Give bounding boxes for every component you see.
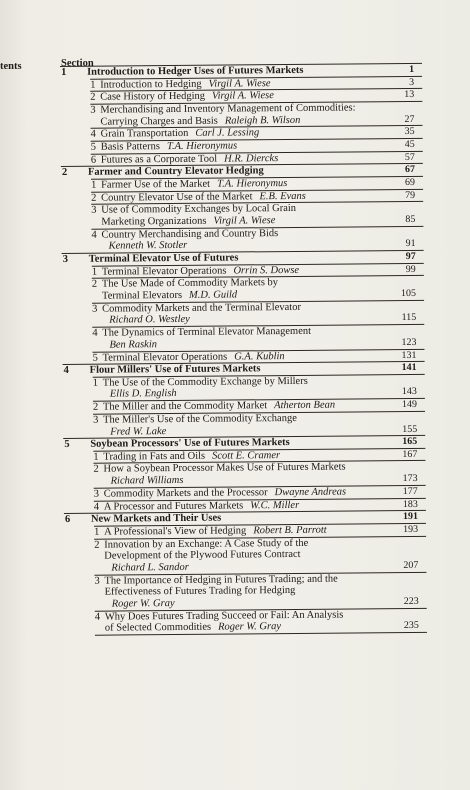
article-entry[interactable] [91, 226, 423, 253]
article-title: Marketing Organizations [101, 215, 207, 228]
article-page-number: 99 [405, 263, 416, 275]
section-title: Farmer and Country Elevator Hedging [87, 165, 264, 179]
article-title: How a Soybean Processor Makes Use of Futures Markets [103, 462, 346, 476]
article-title: The Miller and the Commodity Market [102, 400, 268, 413]
article-title: Use of Commodity Exchanges by Local Grain [101, 203, 297, 216]
article-page-number: 91 [405, 238, 416, 250]
article-number: 6 [90, 154, 97, 166]
article-number: 4 [93, 501, 100, 513]
article-title: Country Elevator Use of the Market [101, 190, 253, 204]
section-number: 5 [64, 439, 70, 451]
article-page-number: 123 [401, 336, 417, 348]
table-of-contents [60, 63, 427, 636]
article-page-number: 115 [401, 312, 417, 324]
article-title: Basis Patterns [100, 141, 160, 153]
article-entry[interactable] [92, 300, 424, 327]
article-author: Carl J. Lessing [195, 127, 260, 140]
article-author: Roger W. Gray [111, 598, 175, 610]
article-title: of Selected Commodities [104, 622, 212, 635]
article-page-number: 149 [401, 399, 418, 411]
article-entry[interactable] [94, 571, 426, 610]
article-author: M.D. Guild [188, 289, 238, 301]
article-page-number: 13 [404, 89, 415, 101]
article-page-number: 167 [402, 448, 418, 460]
article-number: 2 [92, 401, 99, 413]
article-number: 3 [90, 104, 96, 116]
article-author: Richard L. Sandor [111, 561, 189, 574]
article-number: 2 [91, 279, 98, 291]
article-author: Roger W. Gray [218, 621, 282, 634]
article-title: Effectiveness of Futures Trading for Hedging [104, 585, 296, 598]
article-author: Richard Williams [110, 475, 184, 487]
article-page-number: 35 [404, 126, 415, 138]
article-page-number: 207 [403, 559, 419, 571]
article-author: Ellis D. English [109, 388, 177, 401]
article-number: 3 [94, 575, 100, 587]
section-number: 6 [64, 514, 71, 526]
article-title: Terminal Elevator Operations [101, 265, 227, 278]
article-author: E.B. Evans [259, 190, 306, 202]
article-title: The Importance of Hedging in Futures Trading; and the [104, 573, 338, 587]
section-column-header: Section [61, 58, 94, 69]
article-author: Kenneth W. Stotler [108, 240, 188, 253]
article-page-number: 235 [403, 620, 419, 632]
article-number: 2 [93, 464, 99, 476]
article-author: Ben Raskin [109, 339, 158, 351]
article-title: Trading in Fats and Oils [103, 450, 206, 463]
section-number: 3 [62, 254, 68, 266]
section-page-number: 1 [408, 63, 415, 75]
article-author: Orrin S. Dowse [233, 264, 300, 277]
section-page-number: 67 [404, 164, 415, 176]
article-page-number: 27 [404, 113, 415, 125]
article-number: 2 [91, 192, 97, 204]
article-title: Merchandising and Inventory Management of Commodities: [100, 102, 356, 116]
article-entry[interactable] [93, 460, 425, 487]
article-page-number: 57 [404, 151, 415, 163]
article-page-number: 105 [400, 287, 417, 300]
article-entry[interactable] [92, 275, 424, 302]
article-author: G.A. Kublin [234, 350, 285, 363]
article-number: 4 [91, 229, 97, 241]
article-title: Terminal Elevator Operations [102, 351, 228, 364]
article-number: 3 [93, 414, 99, 426]
article-title: Carrying Charges and Basis [100, 115, 218, 128]
article-author: T.A. Hieronymus [166, 140, 238, 153]
article-number: 1 [94, 526, 100, 538]
article-author: Dwayne Andreas [274, 486, 347, 499]
article-title: A Professional's View of Hedging [104, 525, 247, 538]
section-title: Terminal Elevator Use of Futures [88, 252, 239, 265]
article-title: Farmer Use of the Market [100, 178, 211, 191]
section-title: Flour Millers' Use of Futures Markets [89, 363, 261, 377]
article-author: H.R. Diercks [224, 152, 279, 165]
article-title: Country Merchandising and Country Bids [101, 227, 279, 241]
article-title: Grain Transportation [100, 128, 189, 140]
article-number: 4 [94, 611, 101, 623]
article-number: 1 [90, 179, 97, 191]
article-title: Introduction to Hedging [100, 78, 202, 91]
article-page-number: 85 [405, 213, 416, 226]
article-number: 5 [90, 141, 97, 153]
article-author: Virgil A. Wiese [211, 90, 274, 102]
article-number: 4 [92, 327, 98, 339]
section-page-number: 165 [402, 436, 418, 448]
article-author: Raleigh B. Wilson [224, 114, 301, 127]
article-number: 3 [91, 205, 97, 217]
article-title: The Use of the Commodity Exchange by Millers [102, 375, 308, 389]
article-author: Fred W. Lake [110, 425, 167, 438]
article-page-number: 131 [401, 349, 417, 361]
article-title: Commodity Markets and the Processor [103, 487, 268, 500]
article-title: Futures as a Corporate Tool [100, 153, 218, 166]
article-author: W.C. Miller [250, 499, 300, 511]
section-title: Introduction to Hedger Uses of Futures Markets [87, 64, 304, 78]
section-title: Soybean Processors' Use of Futures Markets [90, 437, 290, 451]
section-page-number: 191 [402, 511, 418, 523]
article-page-number: 143 [401, 386, 417, 398]
article-entry[interactable] [94, 535, 426, 574]
article-title: The Dynamics of Terminal Elevator Management [102, 325, 312, 339]
article-title: Why Does Futures Trading Succeed or Fail: An Analysis [104, 609, 344, 623]
article-author: Virgil A. Wiese [213, 215, 276, 227]
section-number: 1 [61, 66, 67, 78]
article-author: Richard O. Westley [109, 314, 190, 327]
article-title: Innovation by an Exchange: A Case Study of the [104, 537, 309, 551]
article-author: Virgil A. Wiese [208, 77, 271, 90]
article-page-number: 45 [404, 138, 415, 151]
article-page-number: 173 [402, 473, 418, 485]
contents-heading-fragment: tents [0, 61, 22, 72]
article-page-number: 155 [402, 423, 418, 435]
article-entry[interactable] [95, 608, 427, 635]
article-entry[interactable] [92, 324, 424, 351]
article-page-number: 79 [405, 189, 416, 201]
article-title: A Processor and Futures Markets [103, 500, 244, 513]
article-author: T.A. Hieronymus [217, 177, 288, 190]
article-page-number: 69 [404, 176, 416, 188]
article-number: 5 [92, 352, 98, 364]
article-entry[interactable] [93, 411, 425, 438]
article-entry[interactable] [91, 201, 423, 228]
article-page-number: 193 [403, 523, 419, 535]
article-entry[interactable] [93, 374, 425, 401]
article-title: The Use Made of Commodity Markets by [101, 277, 279, 290]
article-title: Commodity Markets and the Terminal Elevator [102, 301, 301, 315]
article-title: Case History of Hedging [100, 90, 206, 103]
section-page-number: 141 [401, 362, 417, 374]
article-page-number: 177 [402, 485, 418, 497]
article-number: 1 [92, 377, 99, 389]
article-page-number: 183 [402, 498, 418, 510]
section-number: 2 [61, 167, 68, 179]
article-page-number: 3 [409, 76, 415, 88]
article-number: 4 [90, 129, 96, 141]
article-author: Robert B. Parrott [253, 524, 327, 537]
section-page-number: 97 [405, 251, 416, 263]
article-number: 1 [90, 79, 96, 91]
section-number: 4 [63, 365, 69, 377]
article-number: 2 [94, 539, 100, 551]
article-title: Development of the Plywood Futures Contract [104, 549, 301, 562]
article-number: 3 [93, 488, 100, 500]
article-title: Terminal Elevators [101, 289, 183, 302]
article-page-number: 223 [403, 595, 419, 608]
article-number: 2 [90, 91, 96, 103]
article-entry[interactable] [90, 101, 422, 128]
article-author: Atherton Bean [274, 399, 336, 412]
article-author: Scott E. Cramer [212, 449, 281, 462]
article-title: The Miller's Use of the Commodity Exchange [103, 412, 297, 426]
article-number: 1 [91, 266, 98, 278]
article-number: 3 [92, 303, 98, 315]
section-title: New Markets and Their Uses [90, 512, 222, 526]
article-number: 1 [93, 451, 99, 463]
